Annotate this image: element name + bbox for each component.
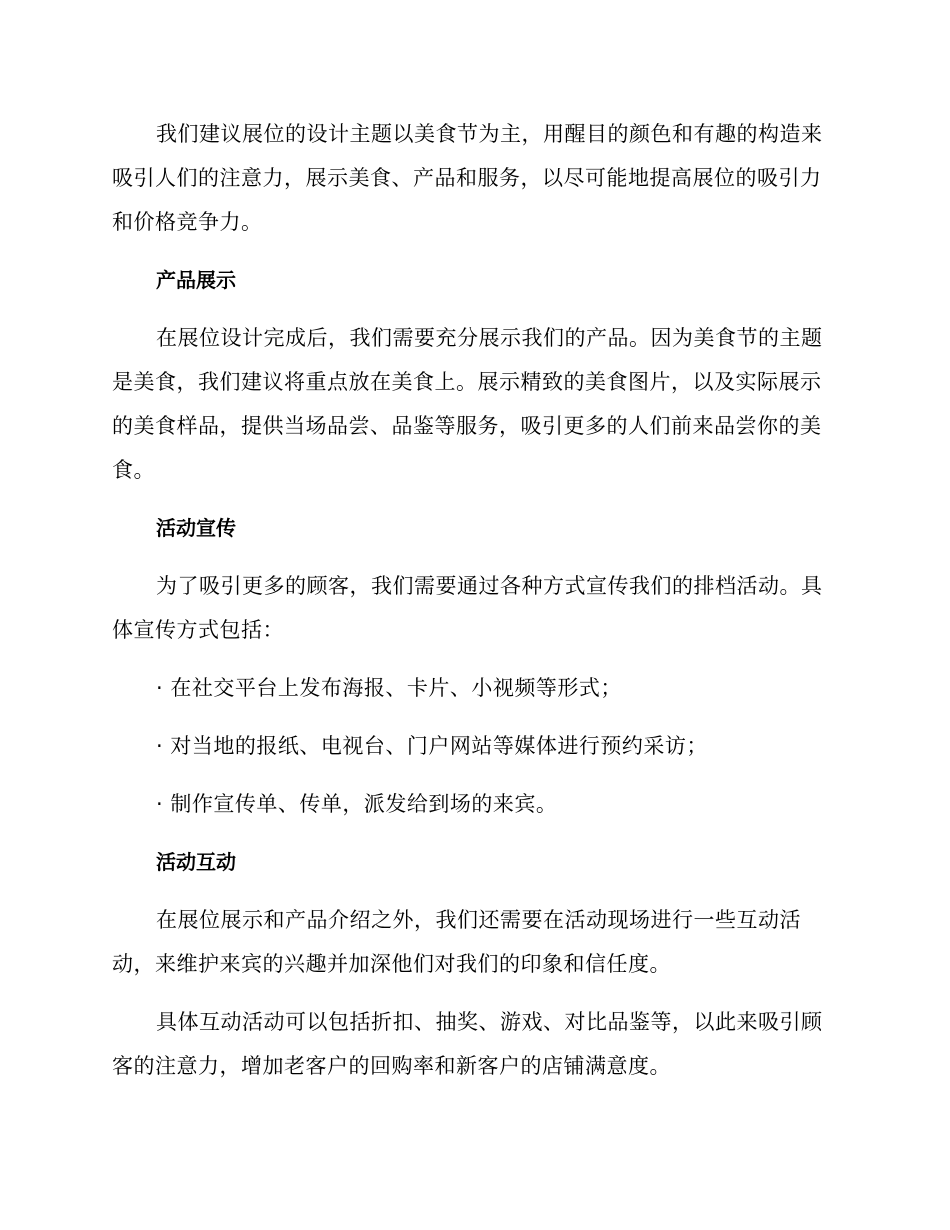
- paragraph-booth-theme: [112, 112, 838, 244]
- paragraph-line: 的美食样品，提供当场品尝、品鉴等服务，吸引更多的人们前来品尝你的美: [112, 414, 822, 438]
- paragraph-line: 我们建议展位的设计主题以美食节为主，用醒目的颜色和有趣的构造来: [156, 122, 823, 146]
- paragraph-line: 客的注意力，增加老客户的回购率和新客户的店铺满意度。: [112, 1054, 671, 1078]
- paragraph-line: 动，来维护来宾的兴趣并加深他们对我们的印象和信任度。: [112, 952, 671, 976]
- paragraph-line: 和价格竞争力。: [112, 210, 263, 234]
- heading-interaction: 活动互动: [156, 850, 236, 874]
- paragraph-line: 吸引人们的注意力，展示美食、产品和服务，以尽可能地提高展位的吸引力: [112, 166, 822, 190]
- paragraph-interaction-details: [112, 1000, 838, 1088]
- paragraph-interaction: [112, 898, 838, 986]
- paragraph-line: 食。: [112, 458, 155, 482]
- bullet-item-flyers: · 制作宣传单、传单，派发给到场的来宾。: [156, 792, 558, 816]
- paragraph-line: 具体互动活动可以包括折扣、抽奖、游戏、对比品鉴等，以此来吸引顾: [156, 1010, 823, 1034]
- bullet-item-social: · 在社交平台上发布海报、卡片、小视频等形式；: [156, 676, 622, 700]
- paragraph-line: 在展位设计完成后，我们需要充分展示我们的产品。因为美食节的主题: [156, 326, 823, 350]
- paragraph-line: 是美食，我们建议将重点放在美食上。展示精致的美食图片，以及实际展示: [112, 370, 822, 394]
- heading-product-display: 产品展示: [156, 268, 236, 292]
- heading-promotion: 活动宣传: [156, 516, 236, 540]
- paragraph-line: 体宣传方式包括：: [112, 618, 284, 642]
- paragraph-promotion: [112, 564, 838, 652]
- paragraph-line: 在展位展示和产品介绍之外，我们还需要在活动现场进行一些互动活: [156, 908, 801, 932]
- bullet-item-media: · 对当地的报纸、电视台、门户网站等媒体进行预约采访；: [156, 734, 708, 758]
- paragraph-product-display: [112, 316, 838, 492]
- paragraph-line: 为了吸引更多的顾客，我们需要通过各种方式宣传我们的排档活动。具: [156, 574, 823, 598]
